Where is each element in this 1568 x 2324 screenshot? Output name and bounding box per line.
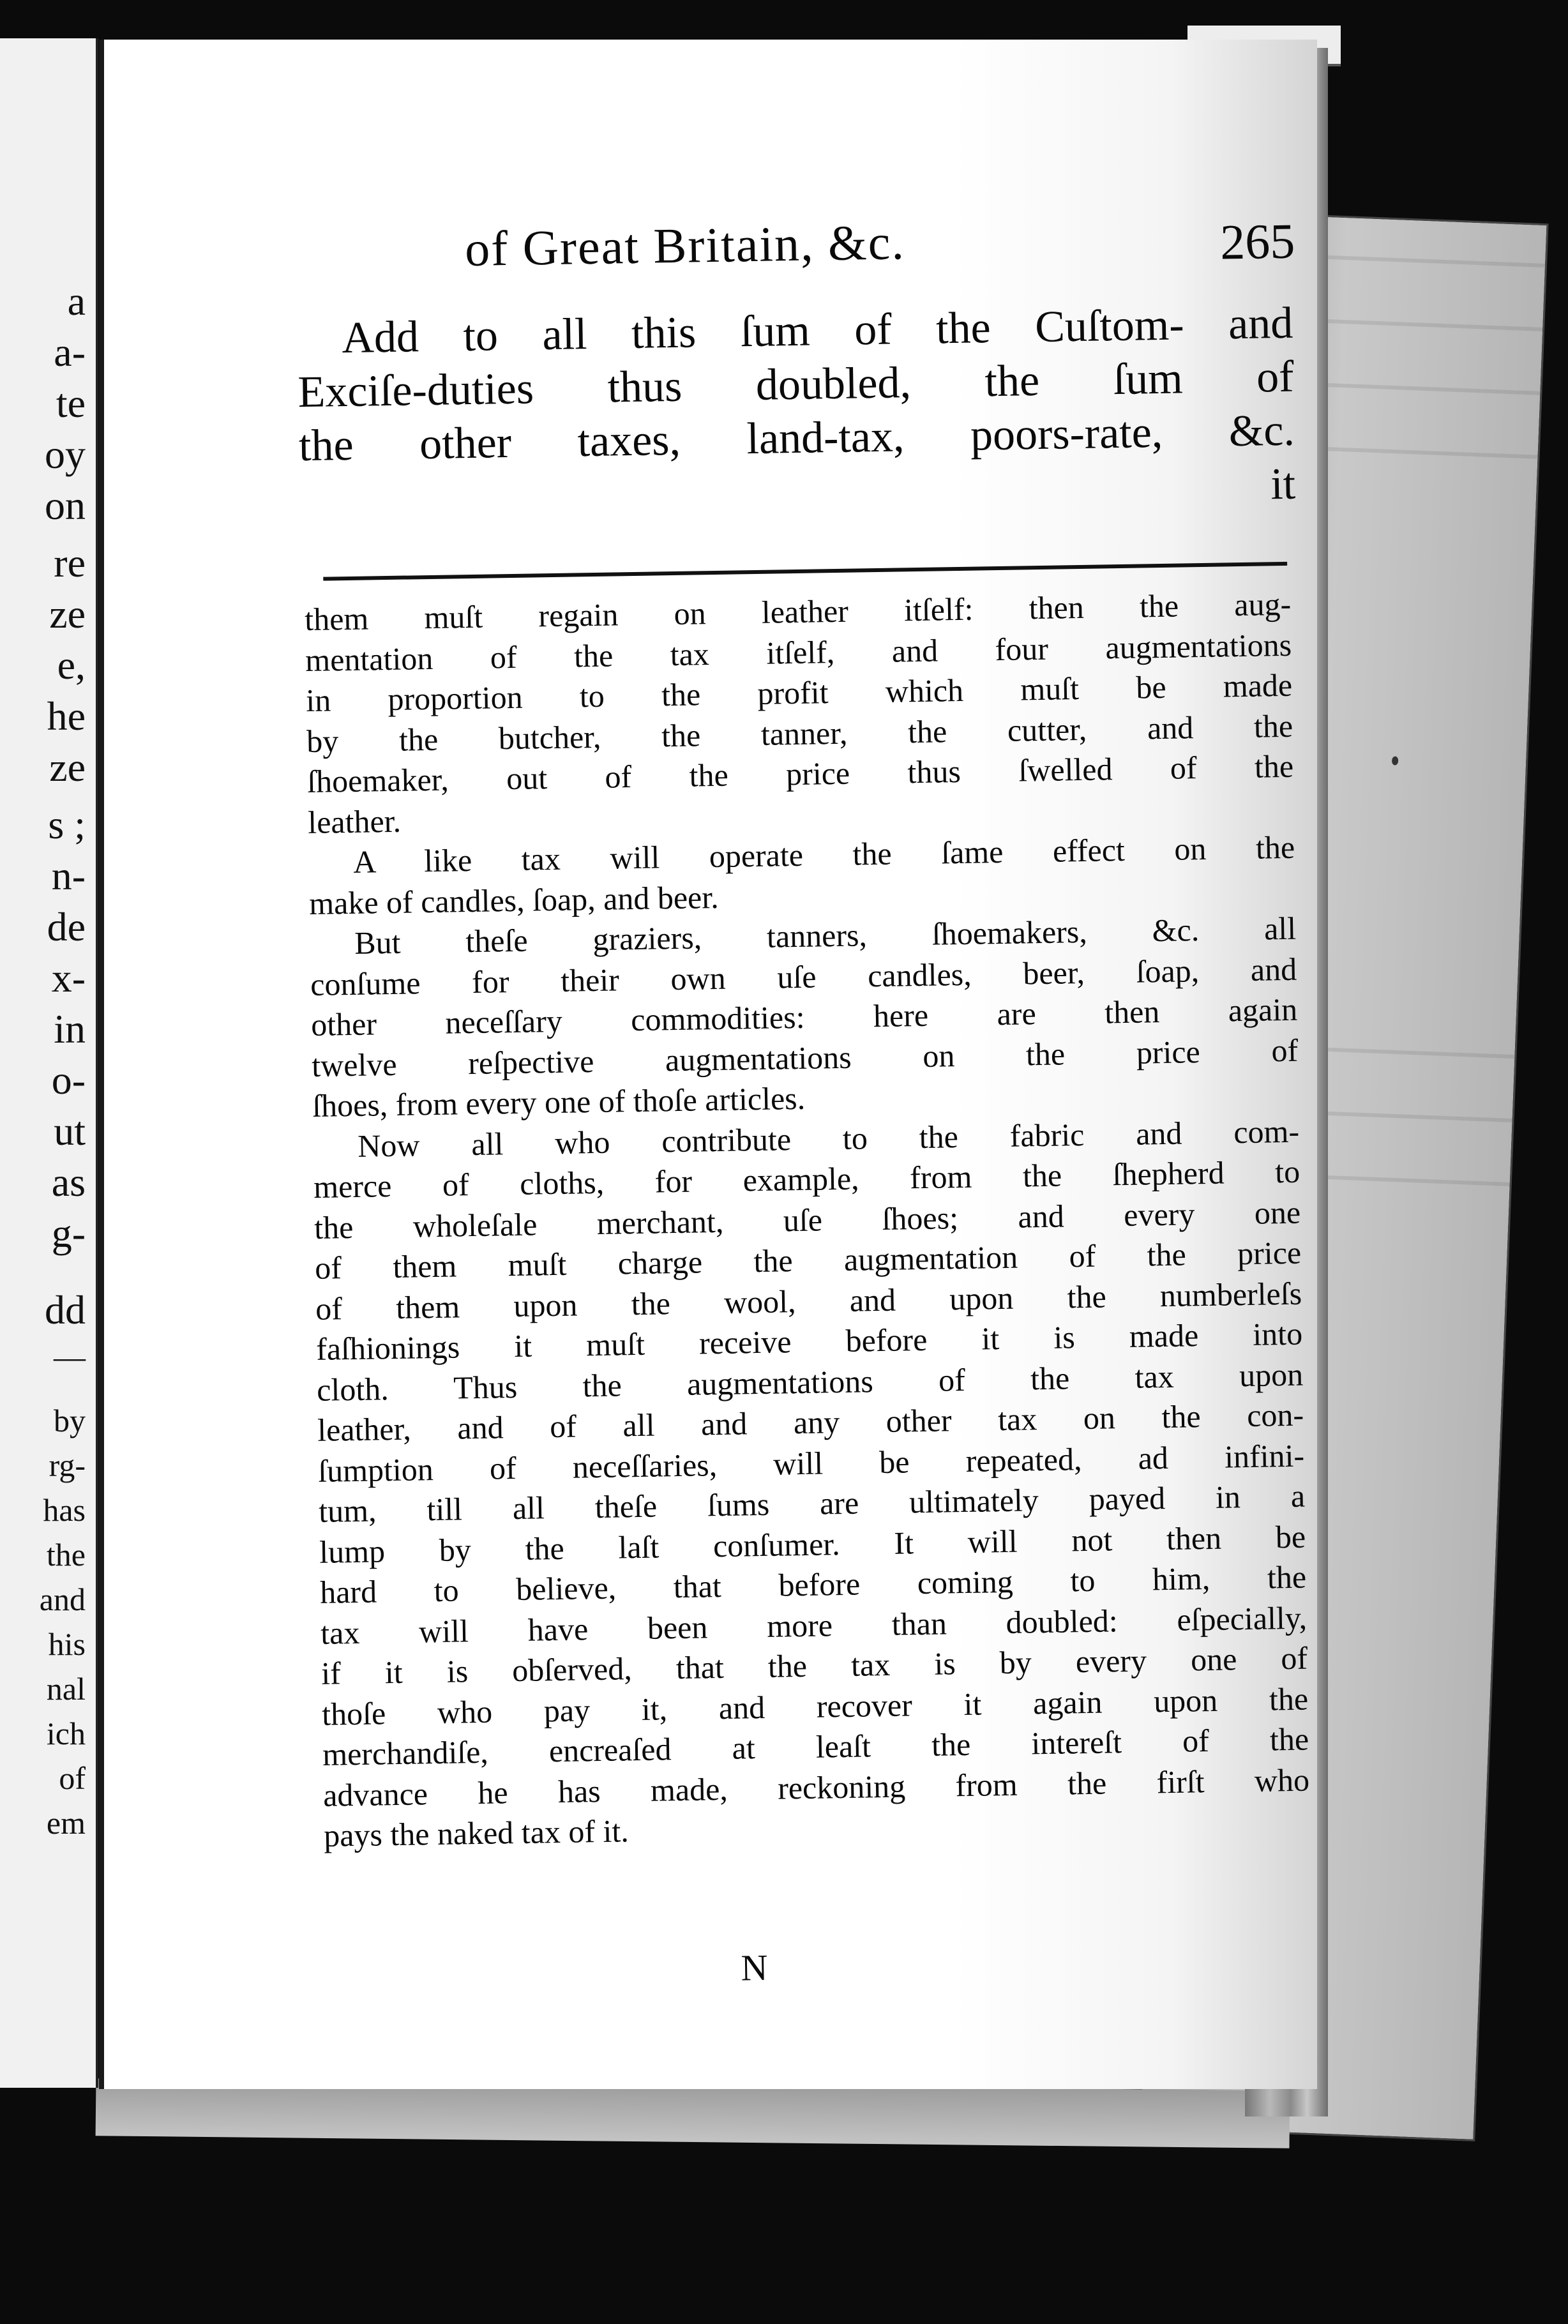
footnote-line: merchandiſe, encreaſed at leaſt the intereſt of the xyxy=(322,1721,1309,1772)
footnote-paragraph xyxy=(308,827,1296,924)
footnote xyxy=(305,584,1311,1857)
left-page-fragment: his xyxy=(48,1626,86,1662)
left-page-fragment: he xyxy=(47,693,86,739)
footnote-line: Now all who contribute to the fabric and com- xyxy=(357,1113,1300,1164)
footnote-line: if it is obſerved, that the tax is by every one of xyxy=(320,1640,1308,1691)
footnote-line: A like tax will operate the ſame effect on the xyxy=(352,829,1295,880)
left-page-fragment: e, xyxy=(57,642,86,688)
footnote-line: mentation of the tax itſelf, and four augmentations xyxy=(305,626,1292,678)
left-page-fragment: g- xyxy=(51,1211,86,1256)
footnote-line: of them upon the wool, and upon the numberleſs xyxy=(315,1275,1302,1327)
text-line: Add to all this ſum of the Cuſtom- and xyxy=(341,298,1293,363)
left-page-fragment: on xyxy=(45,483,86,528)
left-page-fragment: te xyxy=(56,381,86,426)
footnote-line: But theſe graziers, tanners, ſhoemakers, &c. all xyxy=(354,910,1297,961)
text-line: Exciſe-duties thus doubled, the ſum of xyxy=(298,352,1295,418)
book-page xyxy=(99,40,1317,2089)
footnote-line: faſhionings it muſt receive before it is made into xyxy=(315,1315,1303,1367)
left-page-fragment: s ; xyxy=(48,802,86,847)
catchword: it xyxy=(1270,459,1296,509)
left-page-fragment: in xyxy=(54,1006,86,1052)
text-line: the other taxes, land-tax, poors-rate, &c. xyxy=(298,405,1295,471)
footnote-line: of them muſt charge the augmentation of the price xyxy=(314,1234,1302,1286)
page-text xyxy=(181,24,1310,1989)
left-page-fragment: a xyxy=(67,278,86,324)
footnote-rule xyxy=(323,562,1287,581)
left-page-fragment: x- xyxy=(51,955,86,1000)
footnote-paragraph xyxy=(313,1111,1311,1856)
left-page-fragment: of xyxy=(59,1760,86,1796)
footnote-paragraph xyxy=(305,584,1295,843)
left-page-fragment: and xyxy=(39,1581,86,1617)
left-page-fragment: o- xyxy=(51,1057,86,1103)
left-page-fragment: ze xyxy=(49,591,86,637)
left-page-fragment: ze xyxy=(49,744,86,790)
main-text xyxy=(297,297,1296,527)
footnote-line: tax will have been more than doubled: eſpecially, xyxy=(320,1599,1308,1651)
footnote-line: pays the naked tax of it. xyxy=(323,1813,629,1853)
left-page-fragment: de xyxy=(47,904,86,949)
footnote-line: thoſe who pay it, and recover it again upon the xyxy=(321,1680,1309,1732)
footnote-line: them muſt regain on leather itſelf: then the aug- xyxy=(304,585,1292,638)
footnote-line: merce of cloths, for example, from the ſhepherd to xyxy=(313,1153,1300,1205)
left-page-fragment: rg- xyxy=(49,1447,86,1483)
footnote-line: cloth. Thus the augmentations of the tax upon xyxy=(316,1356,1304,1408)
footnote-line: ſumption of neceſſaries, will be repeated, ad infini- xyxy=(317,1437,1305,1489)
footnote-line: make of candles, ſoap, and beer. xyxy=(308,879,720,921)
paper-speck xyxy=(1392,756,1399,765)
footnote-line: in proportion to the profit which muſt be made xyxy=(305,667,1293,719)
left-page-fragment: dd xyxy=(45,1287,86,1332)
left-page-fragment: — xyxy=(54,1339,86,1375)
footnote-line: by the butcher, the tanner, the cutter, and the xyxy=(306,707,1293,759)
signature-mark: N xyxy=(741,1946,768,1989)
footnote-paragraph xyxy=(310,909,1299,1127)
running-title: of Great Britain, &c. xyxy=(464,214,906,277)
footnote-line: twelve reſpective augmentations on the price of xyxy=(311,1032,1299,1083)
left-page-fragment: re xyxy=(54,540,86,585)
footnote-line: ſhoemaker, out of the price thus ſwelled of the xyxy=(306,748,1294,800)
left-page-fragment: ut xyxy=(54,1108,86,1154)
left-page-fragment: by xyxy=(54,1403,86,1438)
left-page-fragment: em xyxy=(46,1805,86,1841)
footnote-line: tum, till all theſe ſums are ultimately payed in a xyxy=(318,1477,1306,1529)
left-page-fragment: the xyxy=(46,1537,86,1573)
left-page-fragment: has xyxy=(43,1492,86,1528)
footnote-line: the wholeſale merchant, uſe ſhoes; and every one xyxy=(313,1194,1301,1246)
left-page-fragment: as xyxy=(51,1159,86,1205)
page-number: 265 xyxy=(1219,213,1295,270)
left-page-fragment: nal xyxy=(46,1671,86,1707)
footnote-line: ſhoes, from every one of thoſe articles. xyxy=(312,1080,806,1124)
footnote-line: leather. xyxy=(307,803,402,840)
running-head xyxy=(465,207,1295,278)
footnote-line: other neceſſary commodities: here are then again xyxy=(310,991,1298,1043)
left-page-fragment: n- xyxy=(51,853,86,898)
left-page-fragment: a- xyxy=(54,329,86,375)
left-facing-page xyxy=(0,38,98,2088)
left-page-fragment: oy xyxy=(45,432,86,477)
footnote-line: advance he has made, reckoning from the firſt who xyxy=(322,1762,1310,1813)
footnote-line: lump by the laſt conſumer. It will not then be xyxy=(319,1518,1306,1570)
footnote-line: conſume for their own uſe candles, beer, ſoap, and xyxy=(310,951,1297,1002)
left-page-fragment: ich xyxy=(46,1716,86,1751)
footnote-line: leather, and of all and any other tax on the con- xyxy=(317,1396,1304,1448)
footnote-line: hard to believe, that before coming to him, the xyxy=(319,1558,1307,1610)
